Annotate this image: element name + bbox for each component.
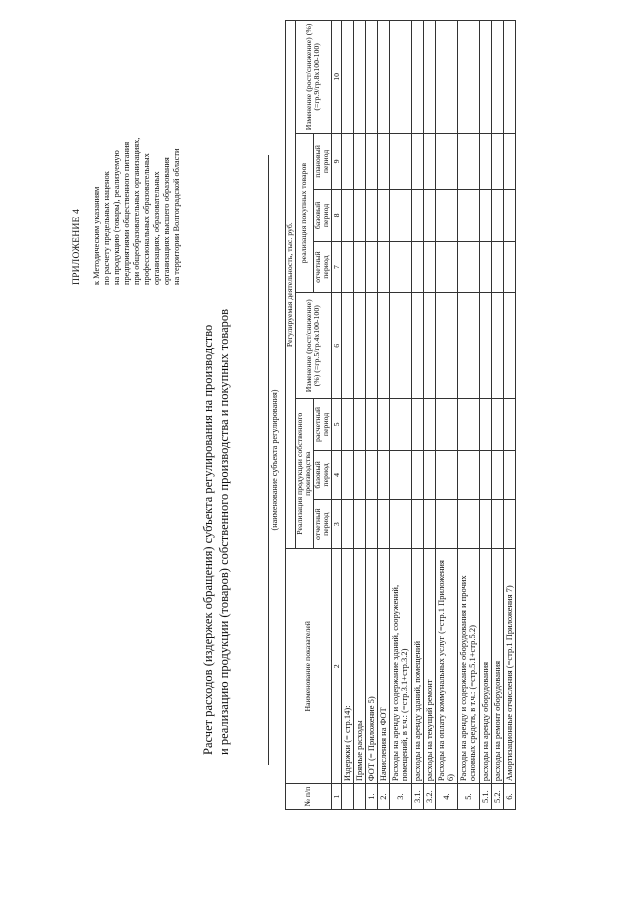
header-change-own: Изменение (рост/снижение) (%) (=гр.5/гр.4х100-100) xyxy=(295,293,331,399)
row-number: 5.2. xyxy=(491,784,503,810)
value-cell xyxy=(503,399,515,451)
value-cell xyxy=(377,21,389,134)
value-cell xyxy=(435,21,457,134)
value-cell xyxy=(389,399,411,451)
value-cell xyxy=(491,190,503,242)
value-cell xyxy=(353,500,365,549)
table-row xyxy=(457,21,479,810)
value-cell xyxy=(457,399,479,451)
table-row xyxy=(377,21,389,810)
value-cell xyxy=(503,500,515,549)
value-cell xyxy=(377,241,389,293)
value-cell xyxy=(365,500,377,549)
column-index: 4 xyxy=(331,450,341,499)
value-cell xyxy=(411,190,423,242)
value-cell xyxy=(479,21,491,134)
value-cell xyxy=(353,241,365,293)
value-cell xyxy=(377,450,389,499)
table-row xyxy=(353,21,365,810)
row-indicator-name: Расходы на аренду и содержание оборудования и прочих основных средств, в т.ч.: (=стр.5.1+стр.5.2) xyxy=(457,549,479,784)
row-number: 5. xyxy=(457,784,479,810)
table-row xyxy=(365,21,377,810)
appendix-line: организациях высшего образования xyxy=(162,157,171,285)
table-row xyxy=(503,21,515,810)
value-cell xyxy=(411,293,423,399)
value-cell xyxy=(457,500,479,549)
row-number: 1. xyxy=(365,784,377,810)
appendix-line: предприятиями общественного питания xyxy=(122,141,131,285)
value-cell xyxy=(365,190,377,242)
header-period-reporting: отчетный период xyxy=(313,241,331,293)
row-number: 5.1. xyxy=(479,784,491,810)
appendix-heading: ПРИЛОЖЕНИЕ 4 xyxy=(71,208,82,285)
value-cell xyxy=(435,500,457,549)
value-cell xyxy=(491,399,503,451)
value-cell xyxy=(411,399,423,451)
value-cell xyxy=(503,190,515,242)
table-row xyxy=(479,21,491,810)
header-period-reporting: отчетный период xyxy=(313,500,331,549)
row-number: 3.2. xyxy=(423,784,435,810)
header-period-base: базовый период xyxy=(313,190,331,242)
value-cell xyxy=(435,293,457,399)
appendix-line: при общеобразовательных организациях, xyxy=(132,137,141,285)
header-activity: Регулируемая деятельность, тыс. руб. xyxy=(286,21,296,549)
column-index: 10 xyxy=(331,21,341,134)
header-period-base: базовый период xyxy=(313,450,331,499)
appendix-line: на территории Волгоградской области xyxy=(172,148,181,285)
value-cell xyxy=(457,293,479,399)
value-cell xyxy=(411,133,423,189)
row-indicator-name: расходы на ремонт оборудования xyxy=(491,549,503,784)
header-period-planned: плановый период xyxy=(313,133,331,189)
row-number: 2. xyxy=(377,784,389,810)
regulated-entity-caption: (наименование субъекта регулирования) xyxy=(270,389,279,531)
value-cell xyxy=(491,241,503,293)
value-cell xyxy=(479,190,491,242)
value-cell xyxy=(377,190,389,242)
value-cell xyxy=(365,399,377,451)
value-cell xyxy=(435,241,457,293)
value-cell xyxy=(491,500,503,549)
value-cell xyxy=(353,133,365,189)
value-cell xyxy=(479,293,491,399)
row-number: 4. xyxy=(435,784,457,810)
value-cell xyxy=(411,241,423,293)
value-cell xyxy=(389,133,411,189)
value-cell xyxy=(479,399,491,451)
row-number: 6. xyxy=(503,784,515,810)
value-cell xyxy=(341,399,353,451)
column-index: 5 xyxy=(331,399,341,451)
row-number: 3.1. xyxy=(411,784,423,810)
row-indicator-name: Прямые расходы xyxy=(353,549,365,784)
value-cell xyxy=(479,133,491,189)
value-cell xyxy=(503,293,515,399)
value-cell xyxy=(341,450,353,499)
table-row xyxy=(411,21,423,810)
row-indicator-name: расходы на аренду зданий, помещений xyxy=(411,549,423,784)
value-cell xyxy=(341,133,353,189)
header-purchased-goods: реализация покупных товаров xyxy=(295,133,313,293)
table-row xyxy=(389,21,411,810)
value-cell xyxy=(341,293,353,399)
appendix-line: по расчету предельных наценок xyxy=(102,171,111,285)
value-cell xyxy=(435,399,457,451)
value-cell xyxy=(341,21,353,134)
column-index-row xyxy=(331,21,341,810)
value-cell xyxy=(377,293,389,399)
row-indicator-name: Начисления на ФОТ xyxy=(377,549,389,784)
value-cell xyxy=(341,241,353,293)
value-cell xyxy=(457,190,479,242)
value-cell xyxy=(389,293,411,399)
row-number xyxy=(341,784,353,810)
value-cell xyxy=(457,21,479,134)
value-cell xyxy=(365,133,377,189)
value-cell xyxy=(423,133,435,189)
value-cell xyxy=(389,190,411,242)
value-cell xyxy=(491,21,503,134)
appendix-note xyxy=(72,35,182,285)
cost-table xyxy=(285,20,516,810)
title-line-1: Расчет расходов (издержек обращения) субъекта регулирования на производство xyxy=(201,324,215,755)
title-line-2: и реализацию продукции (товаров) собственного производства и покупных товаров xyxy=(217,308,231,755)
column-index: 1 xyxy=(331,784,341,810)
value-cell xyxy=(457,450,479,499)
row-number xyxy=(353,784,365,810)
value-cell xyxy=(341,190,353,242)
value-cell xyxy=(491,133,503,189)
value-cell xyxy=(479,450,491,499)
value-cell xyxy=(503,133,515,189)
value-cell xyxy=(365,450,377,499)
value-cell xyxy=(423,500,435,549)
column-index: 2 xyxy=(331,549,341,784)
column-index: 3 xyxy=(331,500,341,549)
appendix-line: на продукцию (товары), реализуемую xyxy=(112,150,121,285)
value-cell xyxy=(411,500,423,549)
header-change-purchased: Изменение (рост/снижение) (%) (=гр.9/гр.8х100-100) xyxy=(295,21,331,134)
row-indicator-name: Амортизационные отчисления (=стр.1 Приложения 7) xyxy=(503,549,515,784)
table-row xyxy=(435,21,457,810)
value-cell xyxy=(411,21,423,134)
column-index: 7 xyxy=(331,241,341,293)
value-cell xyxy=(389,21,411,134)
column-index: 8 xyxy=(331,190,341,242)
value-cell xyxy=(389,241,411,293)
value-cell xyxy=(389,450,411,499)
value-cell xyxy=(503,21,515,134)
value-cell xyxy=(353,293,365,399)
value-cell xyxy=(411,450,423,499)
value-cell xyxy=(435,190,457,242)
row-indicator-name: Издержки (= стр.14): xyxy=(341,549,353,784)
row-number: 3. xyxy=(389,784,411,810)
value-cell xyxy=(423,293,435,399)
appendix-line: к Методическим указаниям xyxy=(92,186,101,285)
header-own-production: Реализация продукции собственного производства xyxy=(295,399,313,549)
column-index: 6 xyxy=(331,293,341,399)
value-cell xyxy=(479,500,491,549)
value-cell xyxy=(353,399,365,451)
table-row xyxy=(423,21,435,810)
value-cell xyxy=(479,241,491,293)
value-cell xyxy=(435,450,457,499)
value-cell xyxy=(377,500,389,549)
value-cell xyxy=(353,190,365,242)
value-cell xyxy=(423,190,435,242)
table-row xyxy=(341,21,353,810)
header-period-calc: расчетный период xyxy=(313,399,331,451)
value-cell xyxy=(503,241,515,293)
value-cell xyxy=(377,133,389,189)
value-cell xyxy=(491,450,503,499)
value-cell xyxy=(423,241,435,293)
value-cell xyxy=(365,21,377,134)
value-cell xyxy=(503,450,515,499)
row-indicator-name: Расходы на аренду и содержание зданий, сооружений, помещений, в т.ч.: (=стр.3.1+стр.3.2) xyxy=(389,549,411,784)
table-row xyxy=(491,21,503,810)
value-cell xyxy=(353,450,365,499)
value-cell xyxy=(423,450,435,499)
value-cell xyxy=(389,500,411,549)
value-cell xyxy=(377,399,389,451)
value-cell xyxy=(423,21,435,134)
regulated-entity-line xyxy=(268,155,269,765)
value-cell xyxy=(457,133,479,189)
table-body xyxy=(341,21,515,810)
row-indicator-name: Расходы на оплату коммунальных услуг (=стр.1 Приложения 6) xyxy=(435,549,457,784)
row-indicator-name: расходы на аренду оборудования xyxy=(479,549,491,784)
row-indicator-name: расходы на текущий ремонт xyxy=(423,549,435,784)
value-cell xyxy=(435,133,457,189)
appendix-line: организациях, образовательных xyxy=(152,171,161,285)
value-cell xyxy=(365,241,377,293)
row-indicator-name: ФОТ (= Приложение 5) xyxy=(365,549,377,784)
column-index: 9 xyxy=(331,133,341,189)
document-title xyxy=(200,235,232,755)
value-cell xyxy=(365,293,377,399)
value-cell xyxy=(457,241,479,293)
header-name: Наименование показателей xyxy=(286,549,332,784)
value-cell xyxy=(353,21,365,134)
header-no: № п/п xyxy=(286,784,332,810)
value-cell xyxy=(491,293,503,399)
appendix-line: профессиональных образовательных xyxy=(142,153,151,285)
value-cell xyxy=(423,399,435,451)
value-cell xyxy=(341,500,353,549)
